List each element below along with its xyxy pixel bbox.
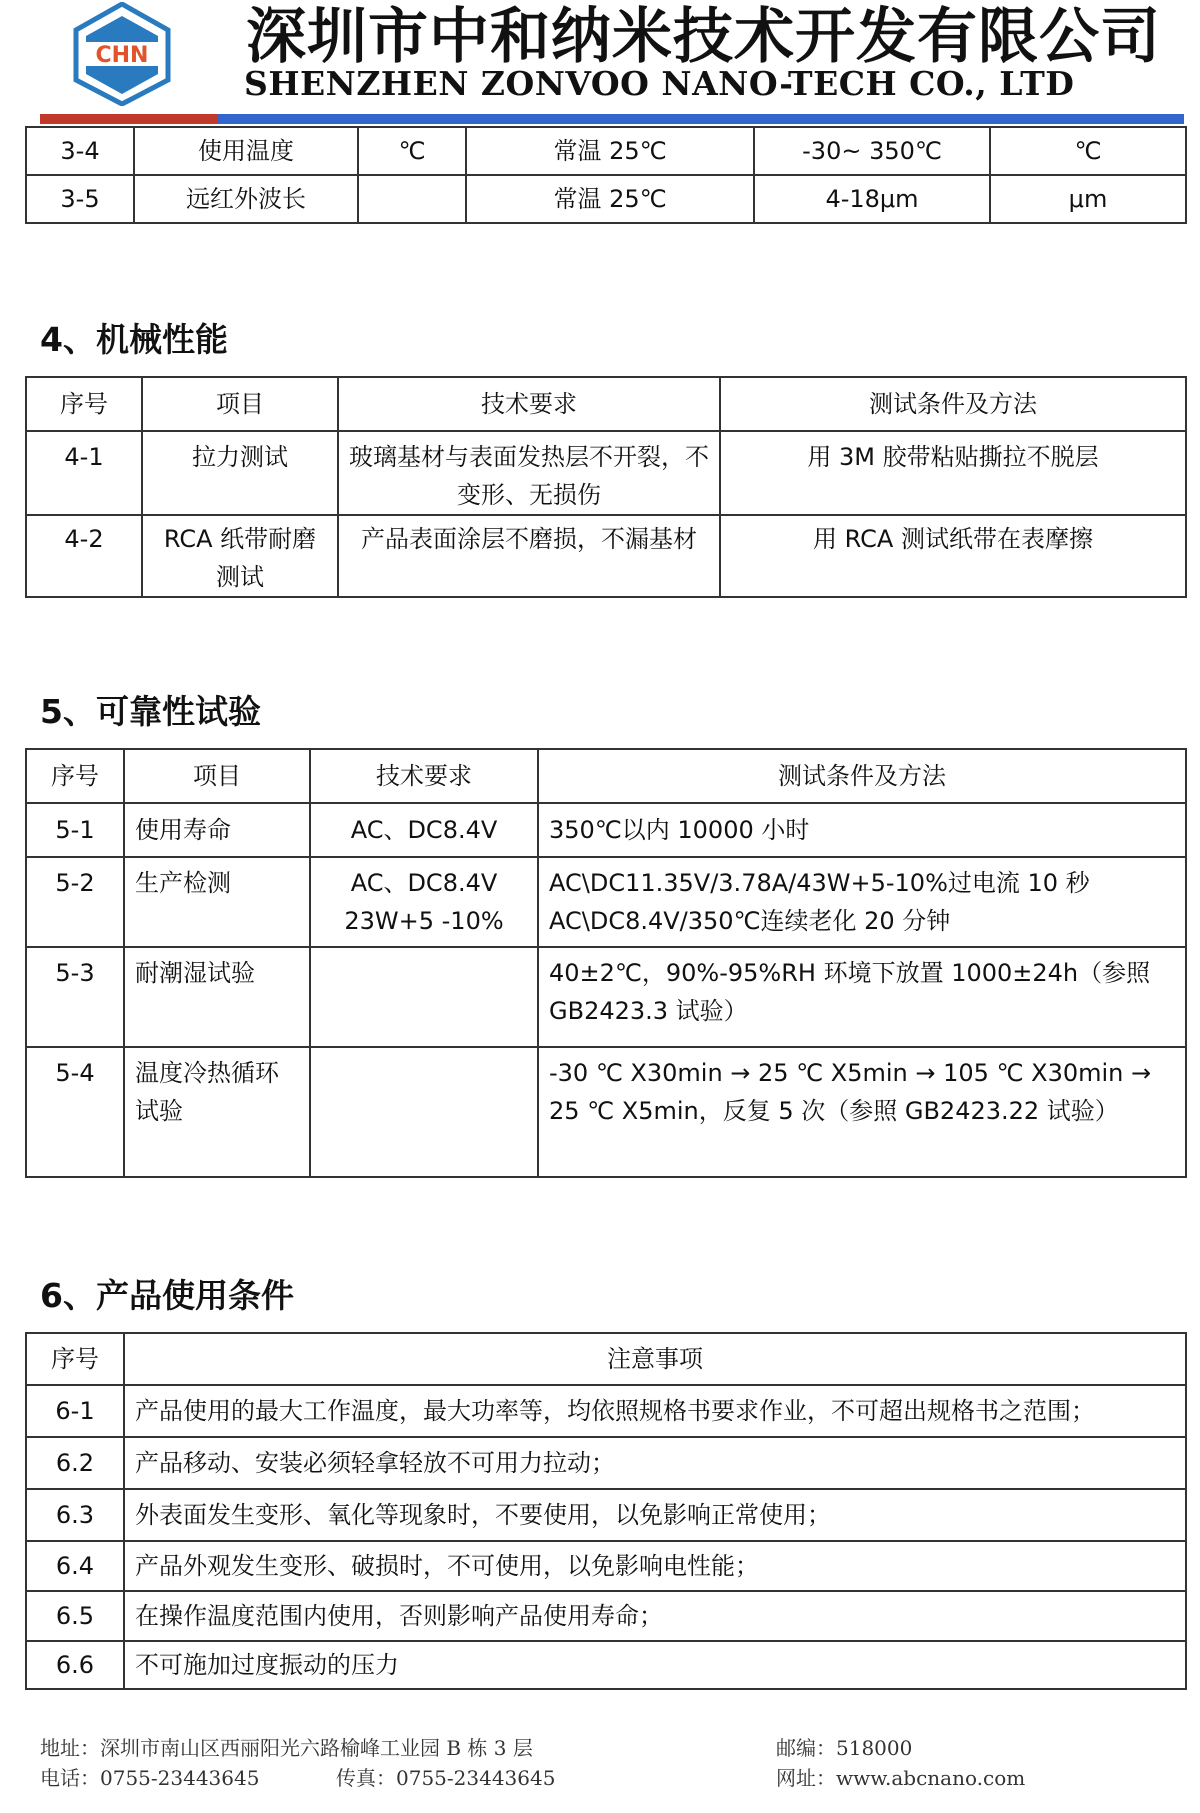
cell-item: 耐潮湿试验 (124, 947, 310, 1047)
header-divider-red (40, 114, 218, 124)
table-row (26, 1385, 1186, 1437)
header-notes: 注意事项 (124, 1333, 1186, 1385)
section5-heading: 5、可靠性试验 (40, 692, 261, 731)
cell-item: 拉力测试 (142, 431, 338, 515)
header-divider-blue (218, 114, 1184, 124)
cell-method: 350℃以内 10000 小时 (538, 803, 1186, 857)
table-row (26, 1541, 1186, 1591)
header-requirement: 技术要求 (310, 749, 538, 803)
cell-no: 4-1 (26, 431, 142, 515)
table-row (26, 127, 1186, 175)
cell-note: 产品移动、安装必须轻拿轻放不可用力拉动； (124, 1437, 1186, 1489)
cell-no: 4-2 (26, 515, 142, 597)
cell-item: 使用温度 (134, 127, 358, 175)
cell-no: 6.3 (26, 1489, 124, 1541)
table-section4 (25, 376, 1187, 598)
cell-unit (358, 175, 466, 223)
footer-phone: 电话：0755-23443645 (40, 1766, 260, 1790)
cell-no: 6.6 (26, 1641, 124, 1689)
header-item: 项目 (124, 749, 310, 803)
table-row (26, 1641, 1186, 1689)
table-header-row (26, 377, 1186, 431)
table-row (26, 515, 1186, 597)
page-header (0, 0, 1200, 130)
cell-note: 在操作温度范围内使用，否则影响产品使用寿命； (124, 1591, 1186, 1641)
cell-no: 5-1 (26, 803, 124, 857)
cell-no: 6.2 (26, 1437, 124, 1489)
page-footer (40, 1732, 1180, 1792)
header-no: 序号 (26, 377, 142, 431)
cell-value: -30~ 350℃ (754, 127, 990, 175)
cell-requirement (310, 1047, 538, 1177)
header-requirement: 技术要求 (338, 377, 720, 431)
table-row (26, 1591, 1186, 1641)
cell-item: RCA 纸带耐磨测试 (142, 515, 338, 597)
cell-no: 6.5 (26, 1591, 124, 1641)
header-method: 测试条件及方法 (720, 377, 1186, 431)
cell-requirement (310, 947, 538, 1047)
cell-note: 产品使用的最大工作温度，最大功率等，均依照规格书要求作业，不可超出规格书之范围； (124, 1385, 1186, 1437)
cell-no: 5-3 (26, 947, 124, 1047)
table-section3 (25, 126, 1187, 224)
footer-address: 地址：深圳市南山区西丽阳光六路榆峰工业园 B 栋 3 层 (40, 1736, 533, 1760)
cell-note: 产品外观发生变形、破损时，不可使用，以免影响电性能； (124, 1541, 1186, 1591)
logo-text: CHN (95, 43, 149, 68)
header-no: 序号 (26, 749, 124, 803)
company-name-en: SHENZHEN ZONVOO NANO-TECH CO., LTD (244, 64, 1075, 103)
table-row (26, 857, 1186, 947)
cell-requirement: 玻璃基材与表面发热层不开裂，不变形、无损伤 (338, 431, 720, 515)
footer-postcode: 邮编：518000 (776, 1736, 913, 1760)
cell-item: 生产检测 (124, 857, 310, 947)
cell-no: 6.4 (26, 1541, 124, 1591)
company-name-cn: 深圳市中和纳米技术开发有限公司 (246, 2, 1161, 72)
cell-requirement: AC、DC8.4V (310, 803, 538, 857)
cell-unit2: μm (990, 175, 1186, 223)
cell-requirement: AC、DC8.4V 23W+5 -10% (310, 857, 538, 947)
cell-unit: ℃ (358, 127, 466, 175)
footer-website: 网址：www.abcnano.com (776, 1766, 1026, 1790)
cell-note: 不可施加过度振动的压力 (124, 1641, 1186, 1689)
cell-value: 4-18μm (754, 175, 990, 223)
cell-method: 40±2℃，90%-95%RH 环境下放置 1000±24h（参照 GB2423.3 试验） (538, 947, 1186, 1047)
cell-unit2: ℃ (990, 127, 1186, 175)
cell-condition: 常温 25℃ (466, 175, 754, 223)
cell-item: 温度冷热循环试验 (124, 1047, 310, 1177)
footer-fax: 传真：0755-23443645 (336, 1766, 556, 1790)
cell-item: 远红外波长 (134, 175, 358, 223)
cell-item: 使用寿命 (124, 803, 310, 857)
cell-no: 3-5 (26, 175, 134, 223)
table-row (26, 947, 1186, 1047)
header-item: 项目 (142, 377, 338, 431)
table-row (26, 175, 1186, 223)
cell-note: 外表面发生变形、氧化等现象时，不要使用，以免影响正常使用； (124, 1489, 1186, 1541)
table-row (26, 1489, 1186, 1541)
cell-no: 3-4 (26, 127, 134, 175)
header-method: 测试条件及方法 (538, 749, 1186, 803)
cell-method: 用 RCA 测试纸带在表摩擦 (720, 515, 1186, 597)
cell-condition: 常温 25℃ (466, 127, 754, 175)
table-row (26, 1437, 1186, 1489)
cell-no: 6-1 (26, 1385, 124, 1437)
table-header-row (26, 749, 1186, 803)
table-row (26, 431, 1186, 515)
company-logo (72, 2, 172, 106)
table-row (26, 1047, 1186, 1177)
table-header-row (26, 1333, 1186, 1385)
cell-method: AC\DC11.35V/3.78A/43W+5-10%过电流 10 秒 AC\DC8.4V/350℃连续老化 20 分钟 (538, 857, 1186, 947)
table-row (26, 803, 1186, 857)
cell-method: 用 3M 胶带粘贴撕拉不脱层 (720, 431, 1186, 515)
cell-requirement: 产品表面涂层不磨损，不漏基材 (338, 515, 720, 597)
table-section5 (25, 748, 1187, 1178)
section4-heading: 4、机械性能 (40, 320, 228, 359)
cell-no: 5-2 (26, 857, 124, 947)
header-no: 序号 (26, 1333, 124, 1385)
section6-heading: 6、产品使用条件 (40, 1276, 294, 1315)
cell-method: -30 ℃ X30min → 25 ℃ X5min → 105 ℃ X30min → 25 ℃ X5min，反复 5 次（参照 GB2423.22 试验） (538, 1047, 1186, 1177)
cell-no: 5-4 (26, 1047, 124, 1177)
table-section6 (25, 1332, 1187, 1690)
